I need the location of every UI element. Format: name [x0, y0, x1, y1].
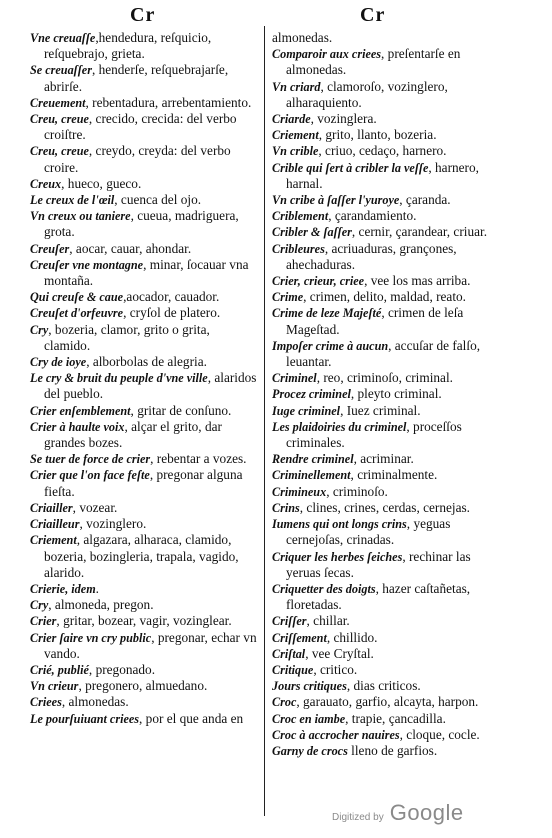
definition: , alçar el grito, dar grandes bozes. [44, 418, 222, 451]
headword: Impoſer crime à aucun [272, 338, 389, 353]
headword: Criement [272, 128, 319, 143]
watermark-small-text: Digitized by [332, 812, 384, 823]
definition: , pleyto criminal. [350, 386, 442, 402]
dictionary-entry [30, 257, 258, 289]
definition: , por el que anda en [139, 710, 244, 726]
dictionary-entry [272, 630, 498, 646]
headword: Cribleures [272, 241, 325, 256]
headword: Les plaidoiries du criminel [272, 419, 407, 434]
definition: , rechinar las yeruas ſecas. [286, 548, 471, 580]
dictionary-entry [30, 516, 258, 532]
headword: Crime de leze Majeſté [272, 306, 382, 321]
headword: Crimineux [272, 484, 327, 499]
definition: , henderſe, reſquebrajarſe, abrirſe. [44, 62, 229, 94]
definition: , alborbolas de alegria. [86, 354, 207, 370]
dictionary-entry [30, 662, 258, 678]
dictionary-entry [30, 62, 258, 94]
definition: , criminoſo. [326, 483, 388, 499]
dictionary-entry [30, 597, 258, 613]
definition: , pregonado. [88, 661, 156, 677]
definition: , harnero, harnal. [286, 159, 479, 191]
definition: , proceſſos criminales. [286, 418, 462, 451]
definition: , rebentar a vozes. [150, 451, 247, 467]
definition: , vozear. [72, 499, 118, 515]
headword: Le pourſuiuant criees [30, 711, 140, 726]
definition: , acriuaduras, grançones, ahechaduras. [286, 240, 457, 272]
dictionary-entry [272, 289, 498, 305]
headword: Criminellement [272, 468, 351, 483]
definition: , cloque, cocle. [399, 726, 480, 742]
dictionary-entry [272, 662, 498, 678]
dictionary-entry [272, 46, 498, 78]
dictionary-entry [30, 354, 258, 370]
dictionary-entry [30, 192, 258, 208]
dictionary-entry [30, 500, 258, 516]
headword: Croc en iambe [272, 711, 346, 726]
dictionary-entry [30, 581, 258, 597]
headword: Criarde [272, 112, 311, 127]
headword: Qui creuſe & caue [30, 290, 124, 305]
headword: Criſſement [272, 630, 327, 645]
definition: , crimen, delito, maldad, reato. [303, 289, 466, 305]
definition: , grito, llanto, bozeria. [318, 127, 437, 143]
headword: Comparoir aux criees [272, 47, 382, 62]
headword: Crié, publié [30, 662, 89, 677]
definition: , trapie, çancadilla. [345, 710, 446, 726]
definition: , garauato, garfio, alcayta, harpon. [296, 694, 479, 710]
headword: Criquetter des doigts [272, 581, 376, 596]
headword: Vn cribe à ſaſſer l'yuroye [272, 193, 400, 208]
dictionary-entry [30, 419, 258, 451]
definition: , vozinglera. [310, 111, 377, 127]
definition: , rebentadura, arrebentamiento. [85, 94, 252, 110]
digitized-watermark [332, 800, 464, 826]
headword: Vne creuaſſe [30, 31, 96, 45]
dictionary-entry [272, 484, 498, 500]
headword: Creu, creue [30, 112, 89, 127]
dictionary-entry [30, 95, 258, 111]
headword: Crime [272, 290, 304, 305]
dictionary-entry [272, 711, 498, 727]
dictionary-entry [272, 143, 498, 159]
definition: , almoneda, pregon. [48, 597, 154, 613]
headword: Le creux de l'œil [30, 193, 115, 208]
watermark-brand: Google [389, 800, 464, 825]
definition: , clamoroſo, vozinglero, alharaquiento. [286, 78, 448, 110]
definition: , reo, criminoſo, criminal. [316, 370, 453, 386]
definition: , crimen de leſa Mageſtad. [286, 305, 464, 337]
dictionary-entry [30, 630, 258, 662]
definition: , critico. [313, 661, 358, 677]
dictionary-entry [272, 127, 498, 143]
dictionary-entry [30, 176, 258, 192]
headword: Se tuer de force de crier [30, 452, 151, 467]
definition: , minar, ſocauar vna montaña. [44, 256, 249, 289]
dictionary-entry [30, 111, 258, 143]
definition: , gritar de conſuno. [130, 402, 232, 418]
dictionary-entry [30, 241, 258, 257]
dictionary-entry [272, 727, 498, 743]
dictionary-entry [272, 160, 498, 192]
definition: , hazer caſtañetas, floretadas. [286, 580, 471, 613]
dictionary-entry [272, 500, 498, 516]
headword: Criement [30, 533, 77, 548]
headword: Creuſet d'orfeuvre [30, 306, 124, 321]
dictionary-entry [30, 403, 258, 419]
right-running-head: Cr [360, 4, 386, 26]
dictionary-entry [30, 30, 258, 62]
dictionary-entry [272, 419, 498, 451]
headword: Croc [272, 695, 297, 710]
definition: , criminalmente. [350, 467, 438, 483]
headword: Criailler [30, 500, 73, 515]
dictionary-entry [30, 143, 258, 175]
dictionary-entry [30, 613, 258, 629]
headword: Garny de crocs [272, 743, 348, 758]
headword: Vn crieur [30, 679, 79, 694]
definition: . [95, 580, 99, 596]
headword: Le cry & bruit du peuple d'vne ville [30, 371, 208, 386]
definition: , vee los mas arriba. [364, 273, 471, 289]
headword: Crier, crieur, criee [272, 274, 365, 289]
column-divider [264, 26, 265, 816]
definition: , gritar, bozear, vagir, vozinglear. [56, 613, 232, 629]
headword: Iuge criminel [272, 403, 341, 418]
dictionary-entry [272, 111, 498, 127]
dictionary-entry [272, 467, 498, 483]
dictionary-entry [272, 79, 498, 111]
definition: , yeguas cernejoſas, crinadas. [286, 516, 451, 548]
definition: , cernir, çarandear, criuar. [351, 224, 488, 240]
definition: , chillido. [326, 629, 378, 645]
dictionary-entry [272, 192, 498, 208]
dictionary-entry [30, 305, 258, 321]
dictionary-entry [30, 467, 258, 499]
headword: Procez criminel [272, 387, 351, 402]
dictionary-entry [30, 370, 258, 402]
headword: Cry [30, 598, 49, 613]
headword: Croc à accrocher nauires [272, 727, 400, 742]
headword: Critique [272, 662, 314, 677]
dictionary-entry [30, 711, 258, 727]
headword: Cry de ioye [30, 355, 87, 370]
headword: Creuement [30, 95, 86, 110]
definition: , vee Cryſtal. [305, 645, 374, 661]
definition: , cryſol de platero. [123, 305, 221, 321]
dictionary-entry [30, 208, 258, 240]
definition: , çaranda. [399, 192, 451, 208]
headword: Crier que l'on face feſte [30, 468, 150, 483]
dictionary-entry [272, 386, 498, 402]
headword: Crier enſemblement [30, 403, 131, 418]
definition: , vozinglero. [79, 516, 147, 532]
dictionary-entry [30, 451, 258, 467]
headword: Criblement [272, 209, 329, 224]
definition: ,hendedura, reſquicio, reſquebrajo, grieta. [44, 30, 212, 62]
dictionary-entry [272, 305, 498, 337]
headword: Crierie, idem [30, 581, 96, 596]
definition: , Iuez criminal. [340, 402, 421, 418]
definition: , hueco, gueco. [61, 175, 142, 191]
dictionary-entry [272, 646, 498, 662]
dictionary-entry [272, 273, 498, 289]
dictionary-entry [272, 338, 498, 370]
definition: , dias criticos. [346, 678, 421, 694]
left-running-head: Cr [130, 4, 156, 26]
headword: Crier ſaire vn cry public [30, 630, 152, 645]
definition: , accuſar de falſo, leuantar. [286, 337, 481, 370]
dictionary-entry [272, 613, 498, 629]
left-column [30, 30, 258, 727]
definition: , algazara, alharaca, clamido, bozeria, bozingleria, trapala, vagido, alarido. [44, 532, 239, 580]
headword: Criſtal [272, 646, 306, 661]
definition: , pregonar alguna fieſta. [44, 467, 243, 499]
right-column [272, 30, 498, 759]
dictionary-entry [30, 532, 258, 581]
headword: Criailleur [30, 517, 80, 532]
dictionary-entry [272, 581, 498, 613]
headword: Criees [30, 695, 62, 710]
definition: , alaridos del pueblo. [44, 370, 257, 402]
definition: , cuenca del ojo. [114, 192, 202, 208]
headword: Crier à haulte voix [30, 419, 125, 434]
definition: , chillar. [306, 613, 350, 629]
headword: Creuſer [30, 241, 70, 256]
definition: , crecido, crecida: del verbo croiſtre. [44, 111, 237, 143]
definition: , pregonero, almuedano. [78, 678, 208, 694]
definition: almonedas. [272, 30, 333, 45]
headword: Criminel [272, 371, 317, 386]
definition: , acriminar. [353, 451, 414, 467]
dictionary-entry [30, 289, 258, 305]
dictionary-entry [272, 241, 498, 273]
headword: Criquer les herbes ſeiches [272, 549, 403, 564]
headword: Cry [30, 322, 49, 337]
definition: ,aocador, cauador. [123, 289, 220, 305]
headword: Creux [30, 176, 62, 191]
headword: Iumens qui ont longs crins [272, 517, 407, 532]
headword: Jours critiques [272, 679, 347, 694]
headword: Rendre criminel [272, 452, 354, 467]
definition: , criuo, cedaço, harnero. [318, 143, 447, 159]
dictionary-entry [272, 370, 498, 386]
dictionary-entry [272, 403, 498, 419]
headword: Crible qui ſert à cribler la veſſe [272, 160, 429, 175]
headword: Creuſer vne montagne [30, 257, 144, 272]
dictionary-entry [272, 694, 498, 710]
dictionary-entry [30, 678, 258, 694]
headword: Creu, creue [30, 144, 89, 159]
headword: Crier [30, 614, 57, 629]
dictionary-entry [272, 30, 498, 46]
definition: , creydo, creyda: del verbo croire. [44, 143, 231, 175]
definition: , çarandamiento. [328, 208, 417, 224]
headword: Vn criard [272, 79, 321, 94]
dictionary-entry [272, 224, 498, 240]
definition: , almonedas. [61, 694, 129, 710]
headword: Crins [272, 500, 300, 515]
headword: Vn creux ou taniere [30, 209, 131, 224]
dictionary-entry [272, 516, 498, 548]
dictionary-entry [30, 322, 258, 354]
dictionary-entry [272, 743, 498, 759]
dictionary-entry [272, 549, 498, 581]
dictionary-entry [272, 678, 498, 694]
definition: , aocar, cauar, ahondar. [69, 240, 192, 256]
headword: Cribler & ſaſſer [272, 225, 352, 240]
definition: , pregonar, echar vn vando. [44, 629, 257, 661]
definition: , bozeria, clamor, grito o grita, clamido. [44, 321, 210, 353]
definition: lleno de garfios. [347, 742, 438, 758]
dictionary-entry [30, 694, 258, 710]
definition: , preſentarſe en almonedas. [286, 46, 461, 78]
headword: Criſſer [272, 614, 307, 629]
definition: , clines, crines, cerdas, cernejas. [299, 499, 470, 515]
dictionary-entry [272, 208, 498, 224]
dictionary-entry [272, 451, 498, 467]
headword: Vn crible [272, 144, 319, 159]
definition: , cueua, madriguera, grota. [44, 208, 239, 240]
headword: Se creuaſſer [30, 63, 92, 78]
